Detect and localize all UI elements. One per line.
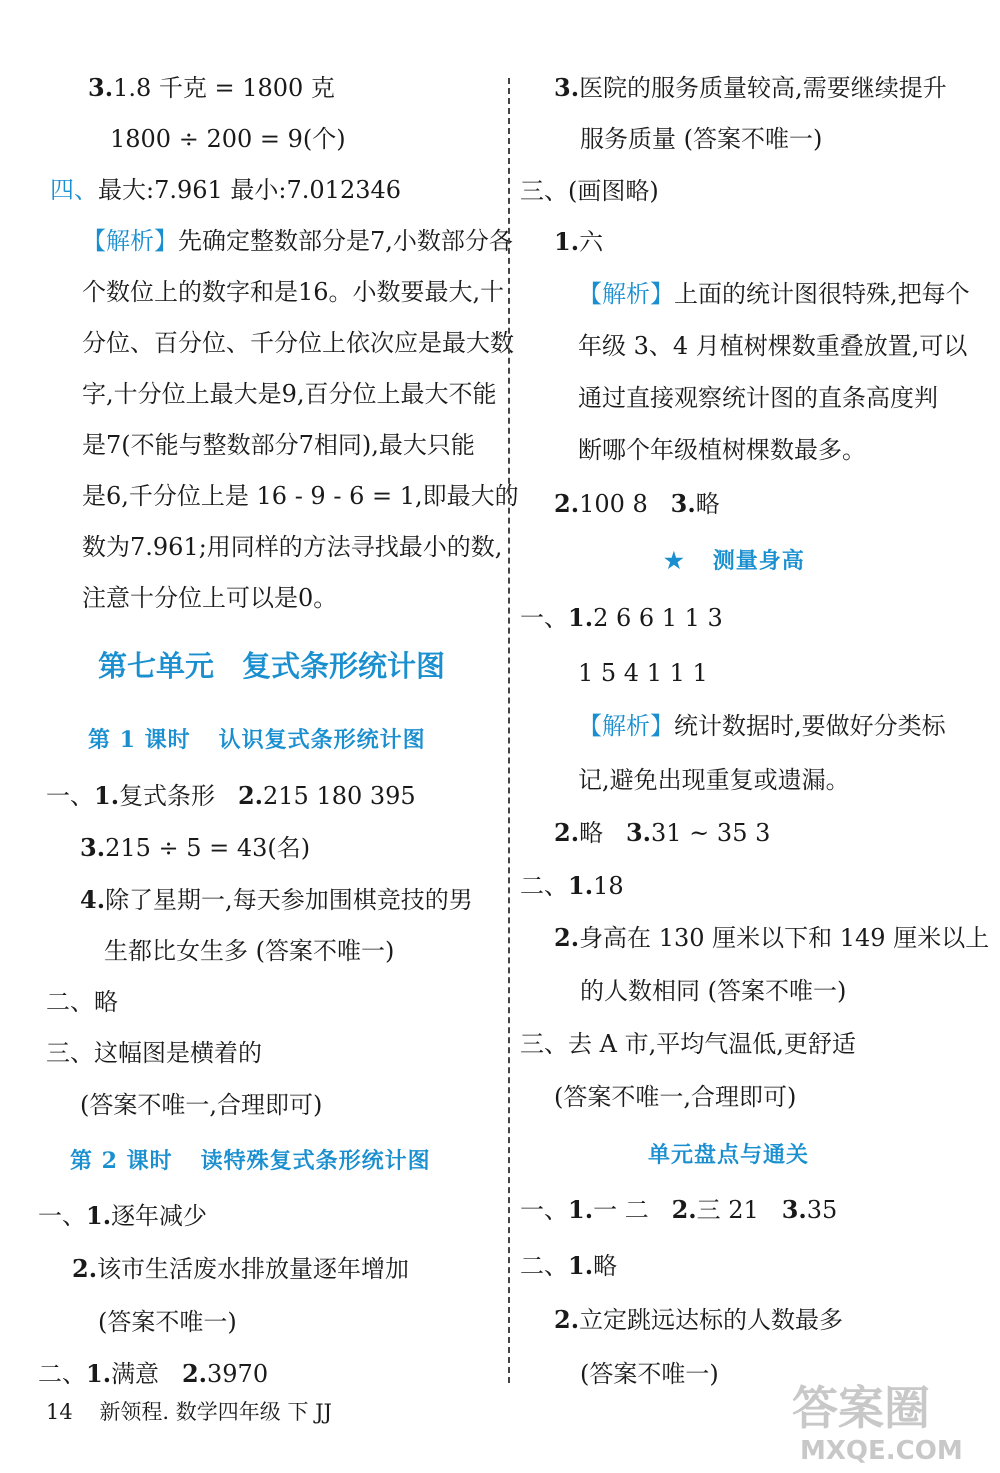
- item-number: 1.: [94, 781, 120, 810]
- answer-text: 略: [593, 1252, 618, 1280]
- answer-line: (答案不唯一,合理即可): [554, 1083, 797, 1111]
- answer-text: 除了星期一,每天参加围棋竞技的男: [105, 886, 473, 914]
- answer-text: 医院的服务质量较高,需要继续提升: [579, 74, 947, 102]
- answer-text: 该市生活废水排放量逐年增加: [97, 1255, 410, 1283]
- item-number: 1.: [568, 1195, 594, 1224]
- answer-text: 逐年减少: [111, 1202, 208, 1230]
- analysis-line: 断哪个年级植树棵数最多。: [578, 436, 866, 464]
- answer-line: 三、(画图略): [520, 177, 659, 205]
- analysis-tag: 【解析】: [578, 712, 674, 740]
- item-number: 3.: [625, 818, 652, 847]
- analysis-line: [578, 710, 946, 742]
- answer-line: 二、略: [46, 988, 118, 1016]
- analysis-line: 记,避免出现重复或遗漏。: [578, 766, 850, 794]
- item-number: 4.: [80, 885, 106, 914]
- section-prefix: 一、: [38, 1202, 86, 1230]
- answer-line: (答案不唯一): [580, 1360, 719, 1388]
- analysis-line: 字,十分位上最大是9,百分位上最大不能: [82, 380, 497, 408]
- answer-text: 31 ~ 35 3: [651, 819, 771, 847]
- analysis-line: 数为7.961;用同样的方法寻找最小的数,: [82, 533, 503, 561]
- analysis-line: 个数位上的数字和是16。小数要最大,十: [82, 278, 505, 306]
- analysis-tag: 【解析】: [578, 280, 674, 308]
- star-icon: ★: [664, 548, 685, 574]
- answer-text: 1.8 千克 = 1800 克: [113, 74, 335, 102]
- page-footer: [46, 1398, 332, 1426]
- section-name: 测量身高: [712, 548, 805, 574]
- answer-line: 三、去 A 市,平均气温低,更舒适: [520, 1030, 856, 1058]
- unit-number: 第七单元: [98, 649, 215, 683]
- analysis-line: 通过直接观察统计图的直条高度判: [578, 384, 938, 412]
- answer-text: 身高在 130 厘米以下和 149 厘米以上: [579, 924, 990, 952]
- answer-text: 一 二: [593, 1196, 649, 1224]
- answer-line: [80, 832, 310, 864]
- book-title: 新领程. 数学四年级 下 JJ: [99, 1400, 332, 1424]
- unit-name: 复式条形统计图: [242, 649, 446, 683]
- section-prefix: 一、: [520, 604, 568, 632]
- item-number: 1.: [568, 603, 594, 632]
- answer-text: 满意: [111, 1360, 160, 1388]
- item-number: 3.: [80, 833, 106, 862]
- item-number: 1.: [86, 1201, 112, 1230]
- answer-line: [88, 72, 335, 104]
- answer-text: 略: [695, 490, 720, 518]
- column-divider: [508, 78, 510, 1383]
- item-number: 2.: [554, 818, 580, 847]
- analysis-line: 年级 3、4 月植树棵数重叠放置,可以: [578, 332, 968, 360]
- answer-line: [520, 1250, 617, 1282]
- answer-text: 100 8: [579, 490, 648, 518]
- answer-line: [38, 1358, 268, 1390]
- answer-line: 1800 ÷ 200 = 9(个): [110, 125, 346, 153]
- item-number: 1.: [554, 227, 580, 256]
- analysis-text: 统计数据时,要做好分类标: [674, 712, 946, 740]
- analysis-line: [82, 225, 513, 257]
- analysis-line: 注意十分位上可以是0。: [82, 584, 338, 612]
- item-number: 2.: [554, 489, 580, 518]
- answer-line: (答案不唯一,合理即可): [80, 1091, 323, 1119]
- answer-text: 18: [593, 872, 624, 900]
- section-prefix: 二、: [520, 1252, 568, 1280]
- answer-line: [50, 174, 401, 206]
- answer-line: [46, 780, 416, 812]
- item-number: 3.: [88, 73, 114, 102]
- answer-line: (答案不唯一): [98, 1308, 237, 1336]
- analysis-line: 是7(不能与整数部分7相同),最大只能: [82, 431, 475, 459]
- item-number: 2.: [237, 781, 264, 810]
- section-prefix: 一、: [520, 1196, 568, 1224]
- item-number: 3.: [554, 73, 580, 102]
- item-number: 1.: [86, 1359, 112, 1388]
- section-prefix: 二、: [38, 1360, 86, 1388]
- watermark-url: MXQE.COM: [800, 1436, 963, 1466]
- answer-line: 的人数相同 (答案不唯一): [580, 977, 847, 1005]
- answer-text: 35: [806, 1196, 838, 1224]
- section-prefix: 四、: [50, 176, 98, 204]
- page-number: 14: [46, 1400, 73, 1424]
- item-number: 1.: [568, 871, 594, 900]
- item-number: 2.: [554, 923, 580, 952]
- item-number: 1.: [568, 1251, 594, 1280]
- lesson-name: 读特殊复式条形统计图: [200, 1148, 431, 1174]
- answer-line: [520, 870, 624, 902]
- analysis-line: [578, 278, 970, 310]
- analysis-tag: 【解析】: [82, 227, 178, 255]
- answer-line: [554, 226, 603, 258]
- item-number: 3.: [670, 489, 696, 518]
- lesson-number: 第 2 课时: [70, 1148, 173, 1174]
- answer-line: 生都比女生多 (答案不唯一): [104, 937, 395, 965]
- item-number: 2.: [181, 1359, 208, 1388]
- section-prefix: 一、: [46, 782, 94, 810]
- section-title: 单元盘点与通关: [648, 1142, 810, 1168]
- answer-line: [554, 72, 947, 104]
- watermark-logo: 答案圈: [792, 1381, 930, 1435]
- answer-text: 最大:7.961 最小:7.012346: [98, 176, 402, 204]
- answer-line: 服务质量 (答案不唯一): [580, 125, 823, 153]
- answer-line: [554, 488, 720, 520]
- analysis-line: 是6,千分位上是 16 - 9 - 6 = 1,即最大的: [82, 482, 519, 510]
- answer-line: [520, 1194, 837, 1226]
- lesson-title: [88, 725, 426, 755]
- answer-text: 略: [579, 819, 604, 847]
- answer-line: 三、这幅图是横着的: [46, 1039, 262, 1067]
- answer-line: [520, 602, 723, 634]
- answer-text: 六: [579, 228, 604, 256]
- answer-line: [72, 1253, 409, 1285]
- section-title: [664, 546, 805, 576]
- section-prefix: 二、: [520, 872, 568, 900]
- answer-text: 立定跳远达标的人数最多: [579, 1306, 844, 1334]
- answer-text: 复式条形: [119, 782, 216, 810]
- lesson-title: [70, 1146, 431, 1176]
- answer-line: 1 5 4 1 1 1: [578, 659, 708, 687]
- analysis-text: 上面的统计图很特殊,把每个: [674, 280, 970, 308]
- lesson-name: 认识复式条形统计图: [218, 727, 426, 753]
- answer-text: 3970: [207, 1360, 269, 1388]
- answer-text: 三 21: [696, 1196, 759, 1224]
- lesson-number: 第 1 课时: [88, 727, 191, 753]
- answer-text: 215 ÷ 5 = 43(名): [105, 834, 311, 862]
- answer-line: [80, 884, 473, 916]
- item-number: 2.: [554, 1305, 580, 1334]
- answer-text: 215 180 395: [263, 782, 416, 810]
- answer-text: 2 6 6 1 1 3: [593, 604, 723, 632]
- item-number: 2.: [72, 1254, 98, 1283]
- analysis-line: 分位、百分位、千分位上依次应是最大数: [82, 329, 514, 357]
- answer-line: [554, 817, 770, 849]
- analysis-text: 先确定整数部分是7,小数部分各: [178, 227, 513, 255]
- answer-line: [38, 1200, 207, 1232]
- item-number: 2.: [671, 1195, 697, 1224]
- answer-line: [554, 1304, 843, 1336]
- unit-title: [98, 648, 445, 684]
- answer-line: [554, 922, 989, 954]
- item-number: 3.: [781, 1195, 807, 1224]
